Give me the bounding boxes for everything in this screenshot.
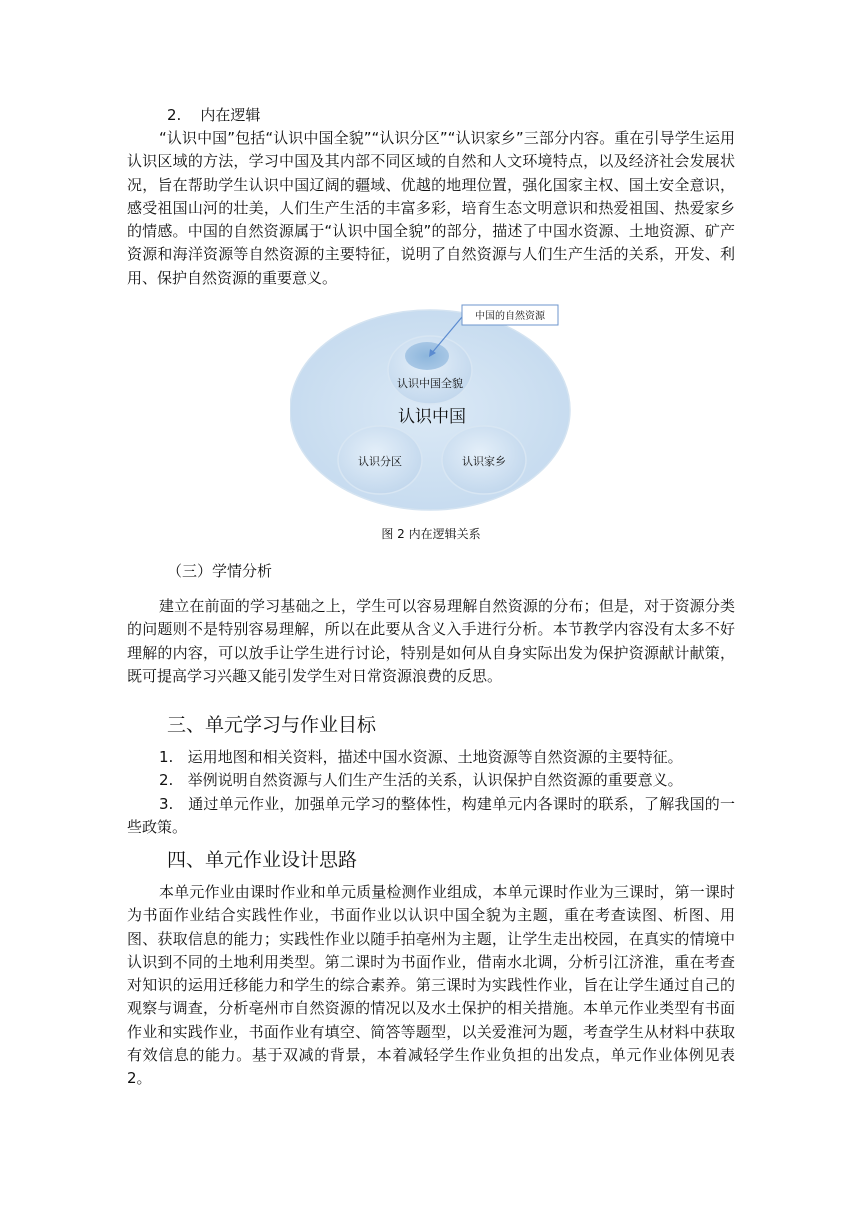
label-regions: 认识分区 [358,455,402,468]
section-heading-inner-logic: 2. 内在逻辑 [167,106,261,124]
paragraph-inner-logic: “认识中国”包括“认识中国全貌”“认识分区”“认识家乡”三部分内容。重在引导学生运用认识区域的方法，学习中国及其内部不同区域的自然和人文环境特点，以及经济社会发展状况，旨在帮助学生认识中国辽阔的疆域、优越的地理位置，强化国家主权、国土安全意识，感受祖国山河的壮美，人们生产生活的丰富多彩，培育生态文明意识和热爱祖国、热爱家乡的情感。中国的自然资源属于“认识中国全貌”的部分，描述了中国水资源、土地资源、矿产资源和海洋资源等自然资源的主要特征，说明了自然资源与人们生产生活的关系，开发、利用、保护自然资源的重要意义。 [127,129,735,287]
callout-label: 中国的自然资源 [475,311,545,322]
goal-item: 2. 举例说明自然资源与人们生产生活的关系，认识保护自然资源的重要意义。 [159,771,683,790]
section-inner-logic [127,104,735,290]
section-heading-design-ideas: 四、单元作业设计思路 [167,849,358,871]
goals-list [127,746,735,839]
label-hometown: 认识家乡 [462,455,506,468]
label-china-overview: 认识中国全貌 [397,377,463,390]
inner-logic-diagram [290,300,575,515]
paragraph-design-ideas: 本单元作业由课时作业和单元质量检测作业组成，本单元课时作业为三课时，第一课时为书面作业结合实践性作业，书面作业以认识中国全貌为主题，重在考查读图、析图、用图、获取信息的能力；实践性作业以随手拍亳州为主题，让学生走出校园，在真实的情境中认识到不同的土地利用类型。第二课时为书面作业，借南水北调，分析引江济淮，重在考查对知识的运用迁移能力和学生的综合素养。第三课时为实践性作业，旨在让学生通过自己的观察与调查，分析亳州市自然资源的情况以及水土保护的相关措施。本单元作业类型有书面作业和实践作业，书面作业有填空、简答等题型，以关爱淮河为题，考查学生从材料中获取有效信息的能力。基于双减的背景，本着减轻学生作业负担的出发点，单元作业体例见表 2。 [127,883,735,1088]
section-heading-unit-goals: 三、单元学习与作业目标 [167,714,377,736]
paragraph-student-analysis: 建立在前面的学习基础之上，学生可以容易理解自然资源的分布；但是，对于资源分类的问题则不是特别容易理解，所以在此要从含义入手进行分析。本节教学内容没有太多不好理解的内容，可以放手让学生进行讨论，特别是如何从自身实际出发为保护资源献计献策，既可提高学习兴趣又能引发学生对日常资源浪费的反思。 [127,597,735,685]
section-heading-student-analysis: （三）学情分析 [167,562,273,580]
section-student-analysis [127,560,735,688]
section-design-ideas [127,847,735,1091]
core-natural-resources [405,342,449,370]
label-know-china: 认识中国 [398,407,466,427]
figure-caption: 图 2 内在逻辑关系 [381,527,481,541]
goal-item: 1. 运用地图和相关资料，描述中国水资源、土地资源等自然资源的主要特征。 [159,748,683,766]
section-unit-goals [127,712,735,839]
goal-item: 3. 通过单元作业，加强单元学习的整体性，构建单元内各课时的联系，了解我国的一些政策。 [127,794,735,836]
figure-caption-wrap [127,526,735,542]
